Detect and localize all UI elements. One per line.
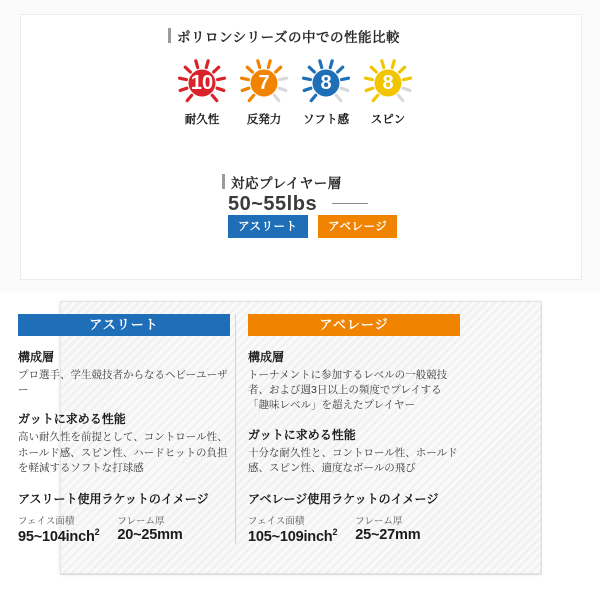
column-title-average: アベレージ (248, 314, 460, 336)
spec-label: フェイス面積 (248, 516, 305, 528)
gauge-label: スピン (370, 114, 406, 126)
top-section (0, 0, 600, 292)
gauge-dial (300, 57, 352, 109)
block-performance-athlete (18, 410, 230, 476)
spec-frame-thickness (355, 513, 420, 545)
gauge-value: 8 (382, 71, 394, 94)
gauge-label: 反発力 (246, 114, 282, 126)
gauge-label: 耐久性 (184, 114, 220, 126)
spec-value: 105~109inch$^2$ (248, 527, 338, 545)
spec-value: 95~104inch$^2$ (18, 527, 100, 545)
player-tags (228, 215, 403, 238)
tag-average: アベレージ (318, 215, 397, 238)
block-composition-athlete (18, 348, 230, 398)
column-athlete (18, 314, 230, 545)
spec-face-area (248, 513, 337, 545)
player-layer-heading: 対応プレイヤー層 (222, 172, 342, 192)
spec-value: 25~27mm (355, 527, 421, 544)
racket-image-title-average: アベレージ使用ラケットのイメージ (248, 492, 439, 507)
tension-value: 50~55lbs (228, 193, 318, 215)
block-body: 十分な耐久性と、コントロール性、ホールド感、スピン性、適度なボールの飛び (248, 446, 458, 474)
gauge-4 (362, 57, 414, 127)
racket-image-title-athlete: アスリート使用ラケットのイメージ (18, 492, 209, 507)
spec-label: フレーム厚 (355, 516, 403, 528)
column-divider (235, 314, 236, 544)
bottom-section (0, 292, 600, 600)
block-body: 高い耐久性を前提として、コントロール性、ホールド感、スピン性、ハードヒットの負担を軽減するソフトな打球感 (18, 431, 228, 474)
spec-label: フレーム厚 (117, 516, 165, 528)
tag-athlete: アスリート (228, 215, 308, 238)
block-composition-average (248, 348, 460, 414)
gauge-2 (238, 57, 290, 127)
spec-label: フェイス面積 (18, 516, 75, 528)
gauge-dial (176, 57, 228, 109)
specs-athlete (18, 513, 230, 545)
spec-frame-thickness (117, 513, 182, 545)
block-body: トーナメントに参加するレベルの一般競技者、および週3日以上の頻度でプレイする「趣味レベル」を超えたプレイヤー (248, 369, 448, 412)
specs-average (248, 513, 460, 545)
performance-heading: ポリロンシリーズの中での性能比較 (168, 26, 400, 46)
gauge-value: 8 (320, 71, 332, 94)
block-heading: ガットに求める性能 (248, 427, 356, 442)
spec-value: 20~25mm (117, 527, 183, 544)
top-panel (20, 14, 582, 280)
gauge-dial (362, 57, 414, 109)
gauge-3 (300, 57, 352, 127)
column-average (248, 314, 460, 545)
block-body: プロ選手、学生競技者からなるヘビーユーザー (18, 369, 228, 397)
gauge-value: 10 (190, 71, 214, 94)
divider-line (332, 203, 368, 204)
gauge-group (176, 57, 426, 126)
block-heading: 構成層 (248, 350, 285, 364)
gauge-1 (176, 57, 228, 127)
block-performance-average (248, 426, 460, 476)
gauge-value: 7 (258, 71, 270, 94)
gauge-label: ソフト感 (303, 114, 349, 126)
block-heading: ガットに求める性能 (18, 412, 126, 427)
gauge-dial (238, 57, 290, 109)
block-heading: 構成層 (18, 350, 55, 364)
spec-face-area (18, 513, 99, 545)
column-title-athlete: アスリート (18, 314, 230, 336)
